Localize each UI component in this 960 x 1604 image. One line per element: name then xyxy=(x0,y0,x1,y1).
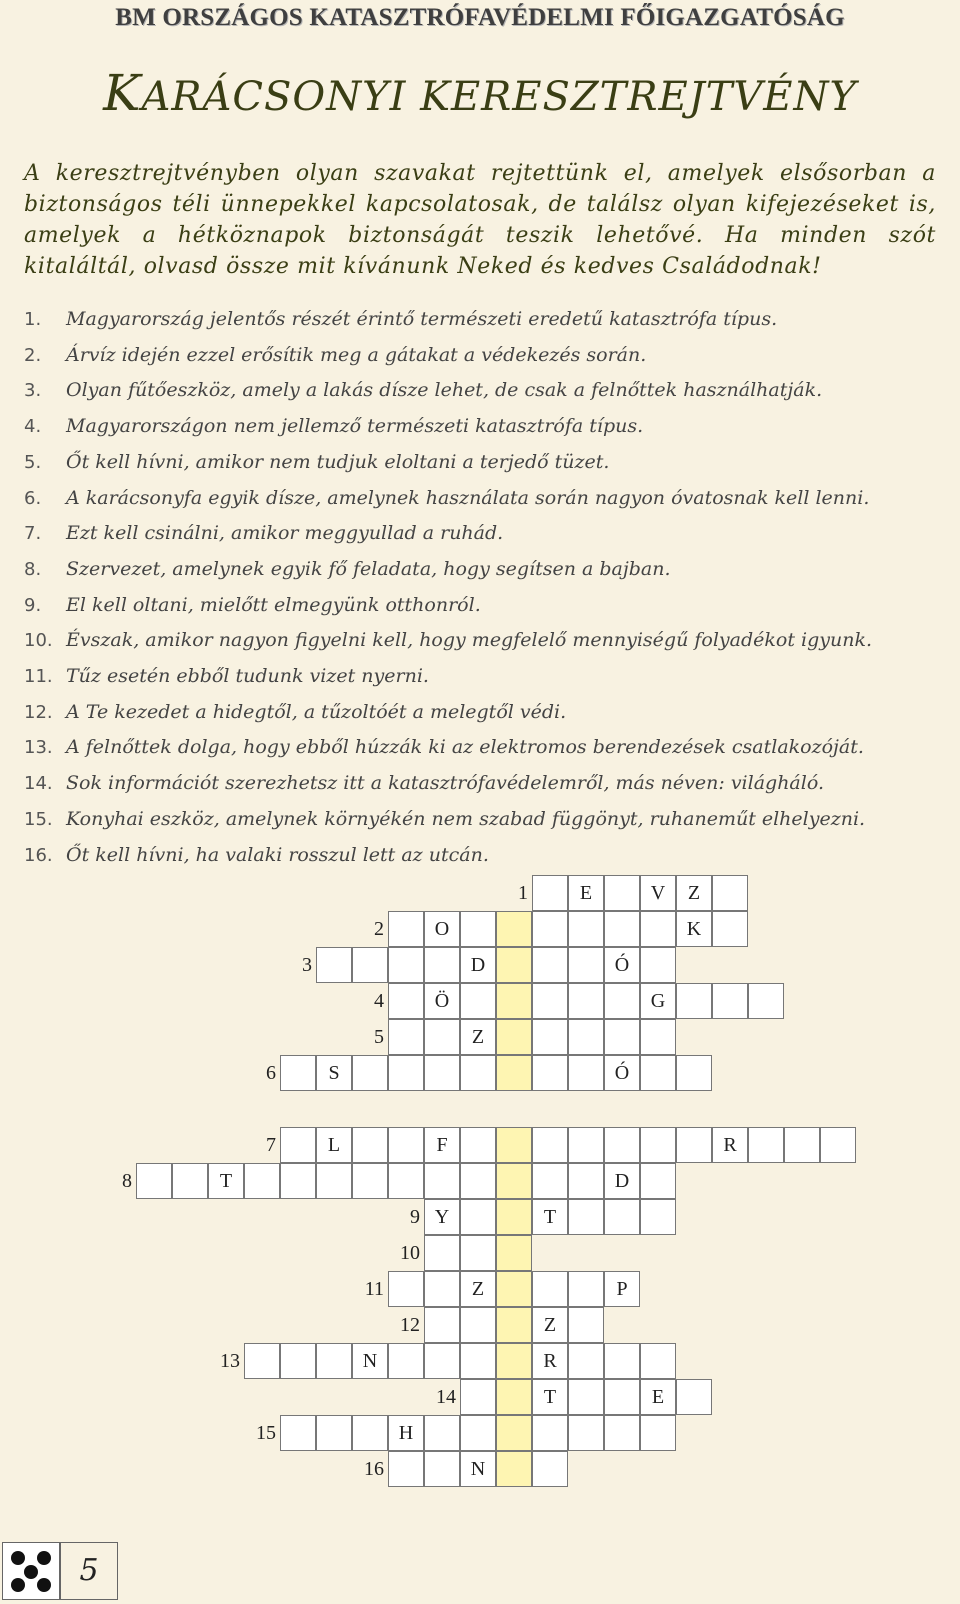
row-number: 2 xyxy=(374,918,384,940)
clue-text: A felnőttek dolga, hogy ebből húzzák ki az elektromos berendezések csatlakozóját. xyxy=(66,736,864,759)
clue-text: Szervezet, amelynek egyik fő feladata, hogy segítsen a bajban. xyxy=(66,557,671,580)
row-number: 4 xyxy=(374,990,384,1012)
solution-cell[interactable] xyxy=(496,1055,532,1091)
clue-item xyxy=(24,736,864,766)
crossword-cell[interactable] xyxy=(640,947,676,983)
title-initial: K xyxy=(103,64,142,122)
clue-item xyxy=(24,594,481,624)
crossword-cell[interactable] xyxy=(280,1055,316,1091)
crossword-cell[interactable] xyxy=(676,1055,712,1091)
solution-cell[interactable] xyxy=(496,911,532,947)
clue-text: A Te kezedet a hidegtől, a tűzoltóét a melegtől védi. xyxy=(66,700,567,723)
row-number: 10 xyxy=(400,1242,420,1264)
crossword-cell[interactable] xyxy=(460,1055,496,1091)
clue-text: Konyhai eszköz, amelynek környékén nem szabad függönyt, ruhaneműt elhelyezni. xyxy=(66,807,866,830)
clue-item xyxy=(24,808,865,838)
crossword-cell[interactable]: V xyxy=(640,875,676,911)
clue-text: Őt kell hívni, ha valaki rosszul lett az utcán. xyxy=(66,843,489,866)
crossword-cell[interactable] xyxy=(568,1019,604,1055)
crossword-cell[interactable] xyxy=(424,1415,460,1451)
crossword-cell[interactable] xyxy=(388,1019,424,1055)
row-number: 11 xyxy=(364,1278,384,1300)
crossword-cell[interactable] xyxy=(604,1379,640,1415)
crossword-cell[interactable] xyxy=(532,1127,568,1163)
solution-cell[interactable] xyxy=(496,983,532,1019)
crossword-cell[interactable]: T xyxy=(208,1163,244,1199)
crossword-cell[interactable] xyxy=(316,1163,352,1199)
crossword-cell[interactable] xyxy=(460,1163,496,1199)
crossword-cell[interactable] xyxy=(388,1451,424,1487)
clue-item xyxy=(24,772,824,802)
crossword-cell[interactable] xyxy=(460,983,496,1019)
crossword-cell[interactable]: Y xyxy=(424,1199,460,1235)
clue-item xyxy=(24,451,609,481)
crossword-cell[interactable] xyxy=(316,1343,352,1379)
crossword-cell[interactable] xyxy=(532,911,568,947)
clue-number: 10. xyxy=(24,630,53,652)
clue-text: Évszak, amikor nagyon figyelni kell, hogy megfelelő mennyiségű folyadékot igyunk. xyxy=(66,629,872,652)
clue-text: Árvíz idején ezzel erősítik meg a gátakat a védekezés során. xyxy=(66,343,647,366)
crossword-cell[interactable] xyxy=(460,1127,496,1163)
crossword-cell[interactable] xyxy=(532,1415,568,1451)
crossword-cell[interactable] xyxy=(676,1379,712,1415)
crossword-cell[interactable]: N xyxy=(460,1451,496,1487)
solution-cell[interactable] xyxy=(496,1199,532,1235)
row-number: 15 xyxy=(256,1422,276,1444)
crossword-cell[interactable] xyxy=(388,1127,424,1163)
crossword-cell[interactable] xyxy=(352,1163,388,1199)
solution-cell[interactable] xyxy=(496,1379,532,1415)
row-number: 6 xyxy=(266,1062,276,1084)
solution-cell[interactable] xyxy=(496,1235,532,1271)
crossword-cell[interactable]: R xyxy=(712,1127,748,1163)
crossword-cell[interactable] xyxy=(424,1019,460,1055)
crossword-cell[interactable] xyxy=(424,1307,460,1343)
solution-cell[interactable] xyxy=(496,1019,532,1055)
crossword-cell[interactable] xyxy=(424,1055,460,1091)
crossword-cell[interactable]: F xyxy=(424,1127,460,1163)
crossword-cell[interactable] xyxy=(640,1019,676,1055)
clue-number: 2. xyxy=(24,344,42,366)
solution-cell[interactable] xyxy=(496,1415,532,1451)
crossword-cell[interactable]: Z xyxy=(676,875,712,911)
crossword-cell[interactable] xyxy=(424,1451,460,1487)
crossword-cell[interactable] xyxy=(640,1199,676,1235)
clue-text: Ezt kell csinálni, amikor meggyullad a ruhád. xyxy=(66,522,504,545)
crossword-cell[interactable] xyxy=(604,983,640,1019)
solution-cell[interactable] xyxy=(496,1127,532,1163)
row-number: 3 xyxy=(302,954,312,976)
clue-text: Olyan fűtőeszköz, amely a lakás dísze lehet, de csak a felnőttek használhatják. xyxy=(66,379,823,402)
crossword-cell[interactable] xyxy=(532,983,568,1019)
clue-number: 12. xyxy=(24,701,53,723)
crossword-cell[interactable]: H xyxy=(388,1415,424,1451)
crossword-cell[interactable] xyxy=(460,1379,496,1415)
solution-cell[interactable] xyxy=(496,1343,532,1379)
clue-number: 16. xyxy=(24,844,53,866)
crossword-cell[interactable] xyxy=(532,1019,568,1055)
clue-number: 14. xyxy=(24,773,53,795)
clue-item xyxy=(24,558,671,588)
crossword-cell[interactable] xyxy=(568,1199,604,1235)
intro-paragraph: A keresztrejtvényben olyan szavakat rejtettünk el, amelyek elsősorban a biztonságos téli ünnepekkel kapcsolatosak, de találsz olyan kifejezéseket is, amelyek a hétköznapok biztonságát teszik lehetővé. Ha minden szót kitaláltál, olvasd össze mit kívánunk Neked és kedves Családodnak! xyxy=(24,161,936,279)
clue-number: 6. xyxy=(24,487,42,509)
crossword-cell[interactable] xyxy=(352,947,388,983)
clue-text: Őt kell hívni, amikor nem tudjuk eloltani a terjedő tüzet. xyxy=(66,450,610,473)
crossword-cell[interactable] xyxy=(532,947,568,983)
crossword-cell[interactable] xyxy=(460,1199,496,1235)
page-title xyxy=(0,64,960,122)
crossword-cell[interactable]: Z xyxy=(460,1271,496,1307)
crossword-cell[interactable] xyxy=(568,911,604,947)
crossword-cell[interactable] xyxy=(568,1055,604,1091)
row-number: 16 xyxy=(364,1458,384,1480)
clue-text: Magyarországon nem jellemző természeti katasztrófa típus. xyxy=(66,415,644,438)
row-number: 7 xyxy=(266,1134,276,1156)
crossword-cell[interactable] xyxy=(568,1343,604,1379)
crossword-cell[interactable]: G xyxy=(640,983,676,1019)
crossword-cell[interactable] xyxy=(676,983,712,1019)
crossword-cell[interactable] xyxy=(712,983,748,1019)
crossword-cell[interactable] xyxy=(604,875,640,911)
page-number: 5 xyxy=(60,1542,118,1600)
crossword-cell[interactable] xyxy=(676,1127,712,1163)
crossword-cell[interactable]: O xyxy=(424,911,460,947)
clue-item xyxy=(24,522,503,552)
solution-cell[interactable] xyxy=(496,1163,532,1199)
crossword-cell[interactable] xyxy=(820,1127,856,1163)
solution-cell[interactable] xyxy=(496,1271,532,1307)
clue-item xyxy=(24,629,872,659)
crossword-cell[interactable]: L xyxy=(316,1127,352,1163)
crossword-cell[interactable] xyxy=(532,1451,568,1487)
five-dots-icon xyxy=(2,1542,60,1600)
crossword-cell[interactable] xyxy=(640,1163,676,1199)
crossword-cell[interactable] xyxy=(172,1163,208,1199)
clue-number: 5. xyxy=(24,451,42,473)
crossword-cell[interactable] xyxy=(388,911,424,947)
row-number: 1 xyxy=(518,882,528,904)
crossword-cell[interactable]: T xyxy=(532,1199,568,1235)
organization-header: BM ORSZÁGOS KATASZTRÓFAVÉDELMI FŐIGAZGATÓSÁG xyxy=(115,4,845,31)
crossword-cell[interactable]: Ó xyxy=(604,947,640,983)
clue-number: 9. xyxy=(24,594,42,616)
clue-text: Tűz esetén ebből tudunk vizet nyerni. xyxy=(66,665,429,687)
crossword-cell[interactable] xyxy=(352,1055,388,1091)
crossword-cell[interactable]: E xyxy=(568,875,604,911)
crossword-cell[interactable] xyxy=(532,1271,568,1307)
crossword-cell[interactable]: S xyxy=(316,1055,352,1091)
clue-number: 3. xyxy=(24,380,42,402)
crossword-cell[interactable] xyxy=(640,1415,676,1451)
crossword-cell[interactable] xyxy=(604,1199,640,1235)
crossword-cell[interactable] xyxy=(460,1307,496,1343)
clue-item xyxy=(24,701,566,731)
solution-cell[interactable] xyxy=(496,1307,532,1343)
clue-number: 11. xyxy=(24,666,53,687)
clue-number: 13. xyxy=(24,737,53,759)
clue-number: 8. xyxy=(24,558,42,580)
row-number: 9 xyxy=(410,1206,420,1228)
clue-item xyxy=(24,308,777,338)
crossword-cell[interactable] xyxy=(640,911,676,947)
crossword-cell[interactable] xyxy=(424,1235,460,1271)
crossword-cell[interactable] xyxy=(568,983,604,1019)
crossword-cell[interactable]: N xyxy=(352,1343,388,1379)
crossword-cell[interactable]: Ó xyxy=(604,1055,640,1091)
row-number: 14 xyxy=(436,1386,456,1408)
crossword-cell[interactable] xyxy=(568,1127,604,1163)
crossword-cell[interactable] xyxy=(388,1343,424,1379)
crossword-cell[interactable] xyxy=(280,1415,316,1451)
crossword-cell[interactable] xyxy=(604,1415,640,1451)
crossword-cell[interactable] xyxy=(604,911,640,947)
clue-item xyxy=(24,344,646,374)
crossword-cell[interactable] xyxy=(460,1415,496,1451)
crossword-cell[interactable] xyxy=(748,983,784,1019)
crossword-cell[interactable] xyxy=(136,1163,172,1199)
crossword-cell[interactable] xyxy=(460,911,496,947)
crossword-cell[interactable] xyxy=(388,947,424,983)
crossword-cell[interactable]: R xyxy=(532,1343,568,1379)
crossword-cell[interactable] xyxy=(388,1271,424,1307)
crossword-cell[interactable]: P xyxy=(604,1271,640,1307)
crossword-cell[interactable]: Ö xyxy=(424,983,460,1019)
clue-number: 7. xyxy=(24,523,42,545)
crossword-cell[interactable] xyxy=(424,947,460,983)
crossword-cell[interactable] xyxy=(280,1127,316,1163)
row-number: 13 xyxy=(220,1350,240,1372)
crossword-cell[interactable] xyxy=(460,1235,496,1271)
crossword-cell[interactable] xyxy=(316,1415,352,1451)
crossword-cell[interactable] xyxy=(460,1343,496,1379)
crossword-cell[interactable] xyxy=(244,1163,280,1199)
crossword-cell[interactable] xyxy=(748,1127,784,1163)
row-number: 5 xyxy=(374,1026,384,1048)
crossword-cell[interactable]: E xyxy=(640,1379,676,1415)
crossword-cell[interactable] xyxy=(712,875,748,911)
clue-item xyxy=(24,844,489,874)
crossword-cell[interactable] xyxy=(604,1127,640,1163)
crossword-cell[interactable] xyxy=(280,1163,316,1199)
row-number: 12 xyxy=(400,1314,420,1336)
crossword-cell[interactable] xyxy=(388,1163,424,1199)
crossword-cell[interactable] xyxy=(640,1055,676,1091)
crossword-cell[interactable]: D xyxy=(460,947,496,983)
clue-item xyxy=(24,379,822,409)
solution-cell[interactable] xyxy=(496,1451,532,1487)
crossword-cell[interactable] xyxy=(568,1163,604,1199)
crossword-cell[interactable] xyxy=(316,947,352,983)
crossword-cell[interactable] xyxy=(568,1379,604,1415)
crossword-cell[interactable] xyxy=(568,1271,604,1307)
crossword-cell[interactable]: Z xyxy=(532,1307,568,1343)
crossword-cell[interactable]: Z xyxy=(460,1019,496,1055)
crossword-cell[interactable] xyxy=(604,1019,640,1055)
crossword-cell[interactable]: T xyxy=(532,1379,568,1415)
crossword-cell[interactable] xyxy=(640,1343,676,1379)
clue-text: El kell oltani, mielőtt elmegyünk otthonról. xyxy=(66,593,481,616)
crossword-cell[interactable] xyxy=(280,1343,316,1379)
clue-item xyxy=(24,487,869,517)
crossword-cell[interactable] xyxy=(244,1343,280,1379)
crossword-cell[interactable] xyxy=(352,1127,388,1163)
crossword-cell[interactable] xyxy=(712,911,748,947)
crossword-cell[interactable] xyxy=(532,1055,568,1091)
crossword-cell[interactable] xyxy=(424,1271,460,1307)
title-rest: ARÁCSONYI KERESZTREJTVÉNY xyxy=(141,74,857,120)
crossword-cell[interactable] xyxy=(784,1127,820,1163)
clue-number: 4. xyxy=(24,416,42,438)
clue-number: 15. xyxy=(24,808,53,830)
crossword-cell[interactable] xyxy=(352,1415,388,1451)
clue-text: A karácsonyfa egyik dísze, amelynek használata során nagyon óvatosnak kell lenni. xyxy=(66,486,870,509)
crossword-cell[interactable] xyxy=(388,1055,424,1091)
crossword-cell[interactable]: D xyxy=(604,1163,640,1199)
crossword-cell[interactable] xyxy=(568,1307,604,1343)
row-number: 8 xyxy=(122,1170,132,1192)
crossword-cell[interactable] xyxy=(532,1163,568,1199)
crossword-cell[interactable] xyxy=(568,1415,604,1451)
crossword-cell[interactable] xyxy=(424,1343,460,1379)
solution-cell[interactable] xyxy=(496,947,532,983)
clue-item xyxy=(24,415,643,445)
clue-number: 1. xyxy=(24,309,42,330)
clue-text: Sok információt szerezhetsz itt a katasztrófavédelemről, más néven: világháló. xyxy=(66,772,824,795)
clue-item xyxy=(24,665,429,695)
clue-text: Magyarország jelentős részét érintő természeti eredetű katasztrófa típus. xyxy=(66,308,778,330)
crossword-cell[interactable]: K xyxy=(676,911,712,947)
crossword-cell[interactable] xyxy=(388,983,424,1019)
crossword-cell[interactable] xyxy=(424,1163,460,1199)
crossword-cell[interactable] xyxy=(568,947,604,983)
crossword-cell[interactable] xyxy=(532,875,568,911)
crossword-cell[interactable] xyxy=(640,1127,676,1163)
crossword-cell[interactable] xyxy=(604,1343,640,1379)
